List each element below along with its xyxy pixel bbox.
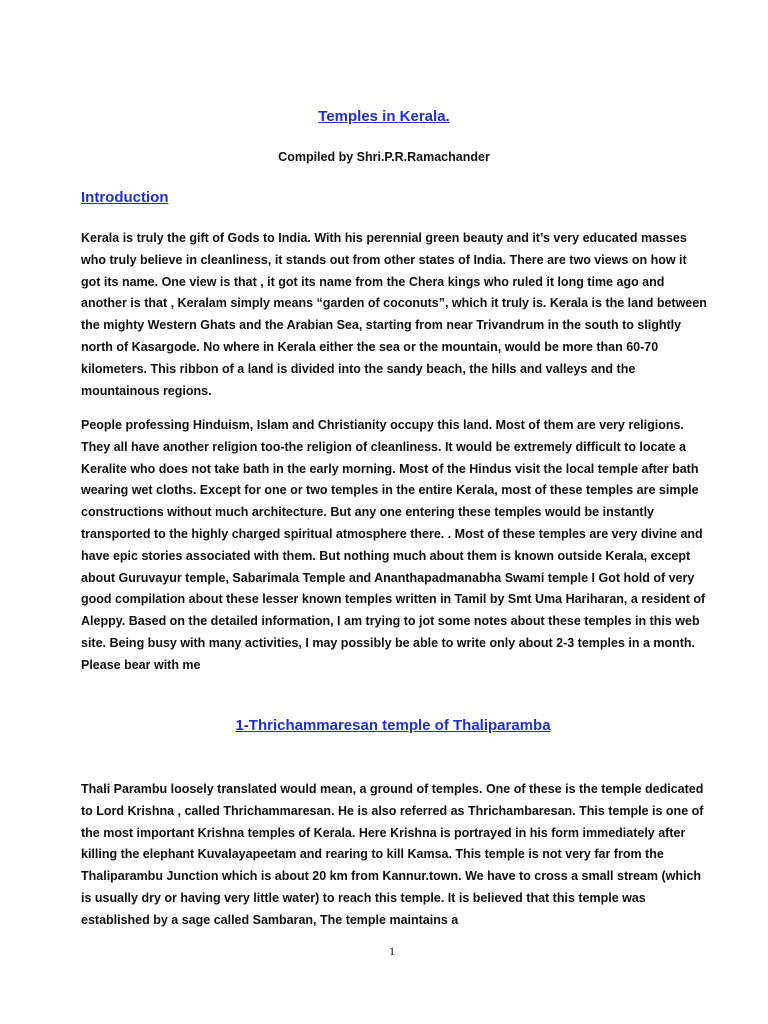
page-number: 1 — [389, 944, 395, 958]
intro-paragraph-1: Kerala is truly the gift of Gods to India. With his perennial green beauty and it’s very educated masses who truly believe in cleanliness, it stands out from other states of India. There are two views on how it got its name. One view is that , it got its name from the Chera kings who ruled it long time ago and another is that , Keralam simply means “garden of coconuts”, which it truly is. Kerala is the land between the mighty Western Ghats and the Arabian Sea, starting from near Trivandrum in the south to slightly north of Kasargode. No where in Kerala either the sea or the mountain, would be more than 60-70 kilometers. This ribbon of a land is divided into the sandy beach, the hills and valleys and the mountainous regions. — [81, 231, 707, 398]
document-subtitle: Compiled by Shri.P.R.Ramachander — [278, 150, 490, 164]
temple-paragraph-1: Thali Parambu loosely translated would mean, a ground of temples. One of these is the temple dedicated to Lord Krishna , called Thrichammaresan. He is also referred as Thrichambaresan. This temple is one of the most important Krishna temples of Kerala. Here Krishna is portrayed in his form immediately after killing the elephant Kuvalayapeetam and rearing to kill Kamsa. This temple is not very far from the Thaliparambu Junction which is about 20 km from Kannur.town. We have to cross a small stream (which is usually dry or having very little water) to reach this temple. It is believed that this temple was established by a sage called Sambaran, The temple maintains a — [81, 782, 704, 927]
temple-section-heading: 1-Thrichammaresan temple of Thaliparamba — [235, 717, 551, 734]
document-title: Temples in Kerala. — [318, 108, 450, 125]
introduction-heading: Introduction — [81, 189, 169, 206]
intro-paragraph-2: People professing Hinduism, Islam and Christianity occupy this land. Most of them are very religions. They all have another religion too-the religion of cleanliness. It would be extremely difficult to locate a Keralite who does not take bath in the early morning. Most of the Hindus visit the local temple after bath wearing wet cloths. Except for one or two temples in the entire Kerala, most of these temples are simple constructions without much architecture. But any one entering these temples would be instantly transported to the highly charged spiritual atmosphere there. . Most of these temples are very divine and have epic stories associated with them. But nothing much about them is known outside Kerala, except about Guruvayur temple, Sabarimala Temple and Ananthapadmanabha Swami temple I Got hold of very good compilation about these lesser known temples written in Tamil by Smt Uma Hariharan, a resident of Aleppy. Based on the detailed information, I am trying to jot some notes about these temples in this web site. Being busy with many activities, I may possibly be able to write only about 2-3 temples in a month. Please bear with me — [81, 418, 706, 672]
